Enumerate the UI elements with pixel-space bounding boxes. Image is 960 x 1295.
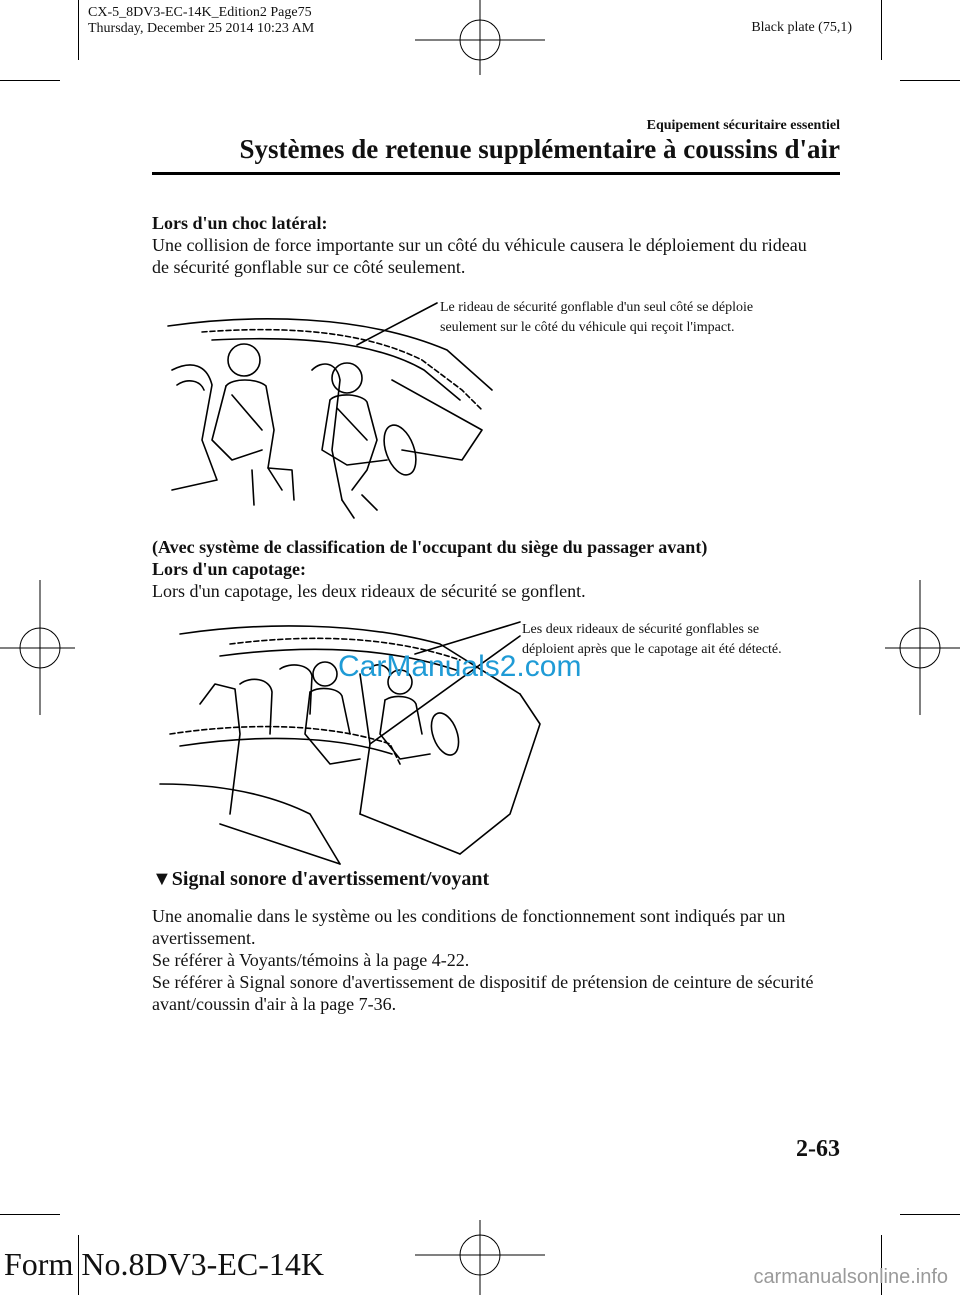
print-date-line: Thursday, December 25 2014 10:23 AM: [88, 21, 315, 36]
rollover-condition: (Avec système de classification de l'occupant du siège du passager avant): [152, 537, 708, 557]
rollover-callout-1: Les deux rideaux de sécurité gonflables se: [522, 622, 760, 637]
form-number: Form No.8DV3-EC-14K: [4, 1246, 324, 1282]
page-number: 2-63: [796, 1136, 840, 1162]
warning-reference-2a: Se référer à Signal sonore d'avertissement de dispositif de prétension de ceinture de sécurité: [152, 972, 814, 992]
warning-heading: Signal sonore d'avertissement/voyant: [171, 868, 490, 890]
crop-mark-bl-h: [0, 1214, 60, 1215]
triangle-down-icon: ▼: [152, 868, 172, 890]
rollover-callout-2: déploient après que le capotage ait été détecté.: [522, 642, 782, 657]
crop-mark-tl-h: [0, 80, 60, 81]
warning-text-2: avertissement.: [152, 928, 256, 948]
warning-heading-row: [152, 868, 489, 891]
print-job-line: CX-5_8DV3-EC-14K_Edition2 Page75: [88, 5, 312, 20]
crop-mark-tr-v: [881, 0, 882, 60]
warning-reference-1: Se référer à Voyants/témoins à la page 4-22.: [152, 950, 470, 970]
plate-label: Black plate (75,1): [751, 20, 852, 35]
side-impact-illustration: [162, 290, 502, 520]
crop-mark-tr-h: [900, 80, 960, 81]
footer-watermark: carmanualsonline.info: [753, 1266, 948, 1288]
crop-mark-tl-v: [78, 0, 79, 60]
rollover-heading: Lors d'un capotage:: [152, 559, 307, 579]
side-impact-text-1: Une collision de force importante sur un côté du véhicule causera le déploiement du rideau: [152, 235, 807, 255]
crop-mark-br-h: [900, 1214, 960, 1215]
section-label: Equipement sécuritaire essentiel: [646, 118, 840, 133]
warning-reference-2b: avant/coussin d'air à la page 7-36.: [152, 994, 397, 1014]
side-impact-text-2: de sécurité gonflable sur ce côté seulement.: [152, 257, 466, 277]
side-impact-callout-2: seulement sur le côté du véhicule qui reçoit l'impact.: [440, 320, 735, 335]
header-rule: [152, 172, 840, 175]
page-title: Systèmes de retenue supplémentaire à coussins d'air: [239, 134, 840, 164]
rollover-text: Lors d'un capotage, les deux rideaux de sécurité se gonflent.: [152, 581, 586, 601]
side-impact-heading: Lors d'un choc latéral:: [152, 213, 328, 233]
side-impact-callout-1: Le rideau de sécurité gonflable d'un seul côté se déploie: [440, 300, 754, 315]
carmanuals-watermark: CarManuals2.com: [338, 650, 582, 683]
warning-text-1: Une anomalie dans le système ou les conditions de fonctionnement sont indiqués par un: [152, 906, 786, 926]
